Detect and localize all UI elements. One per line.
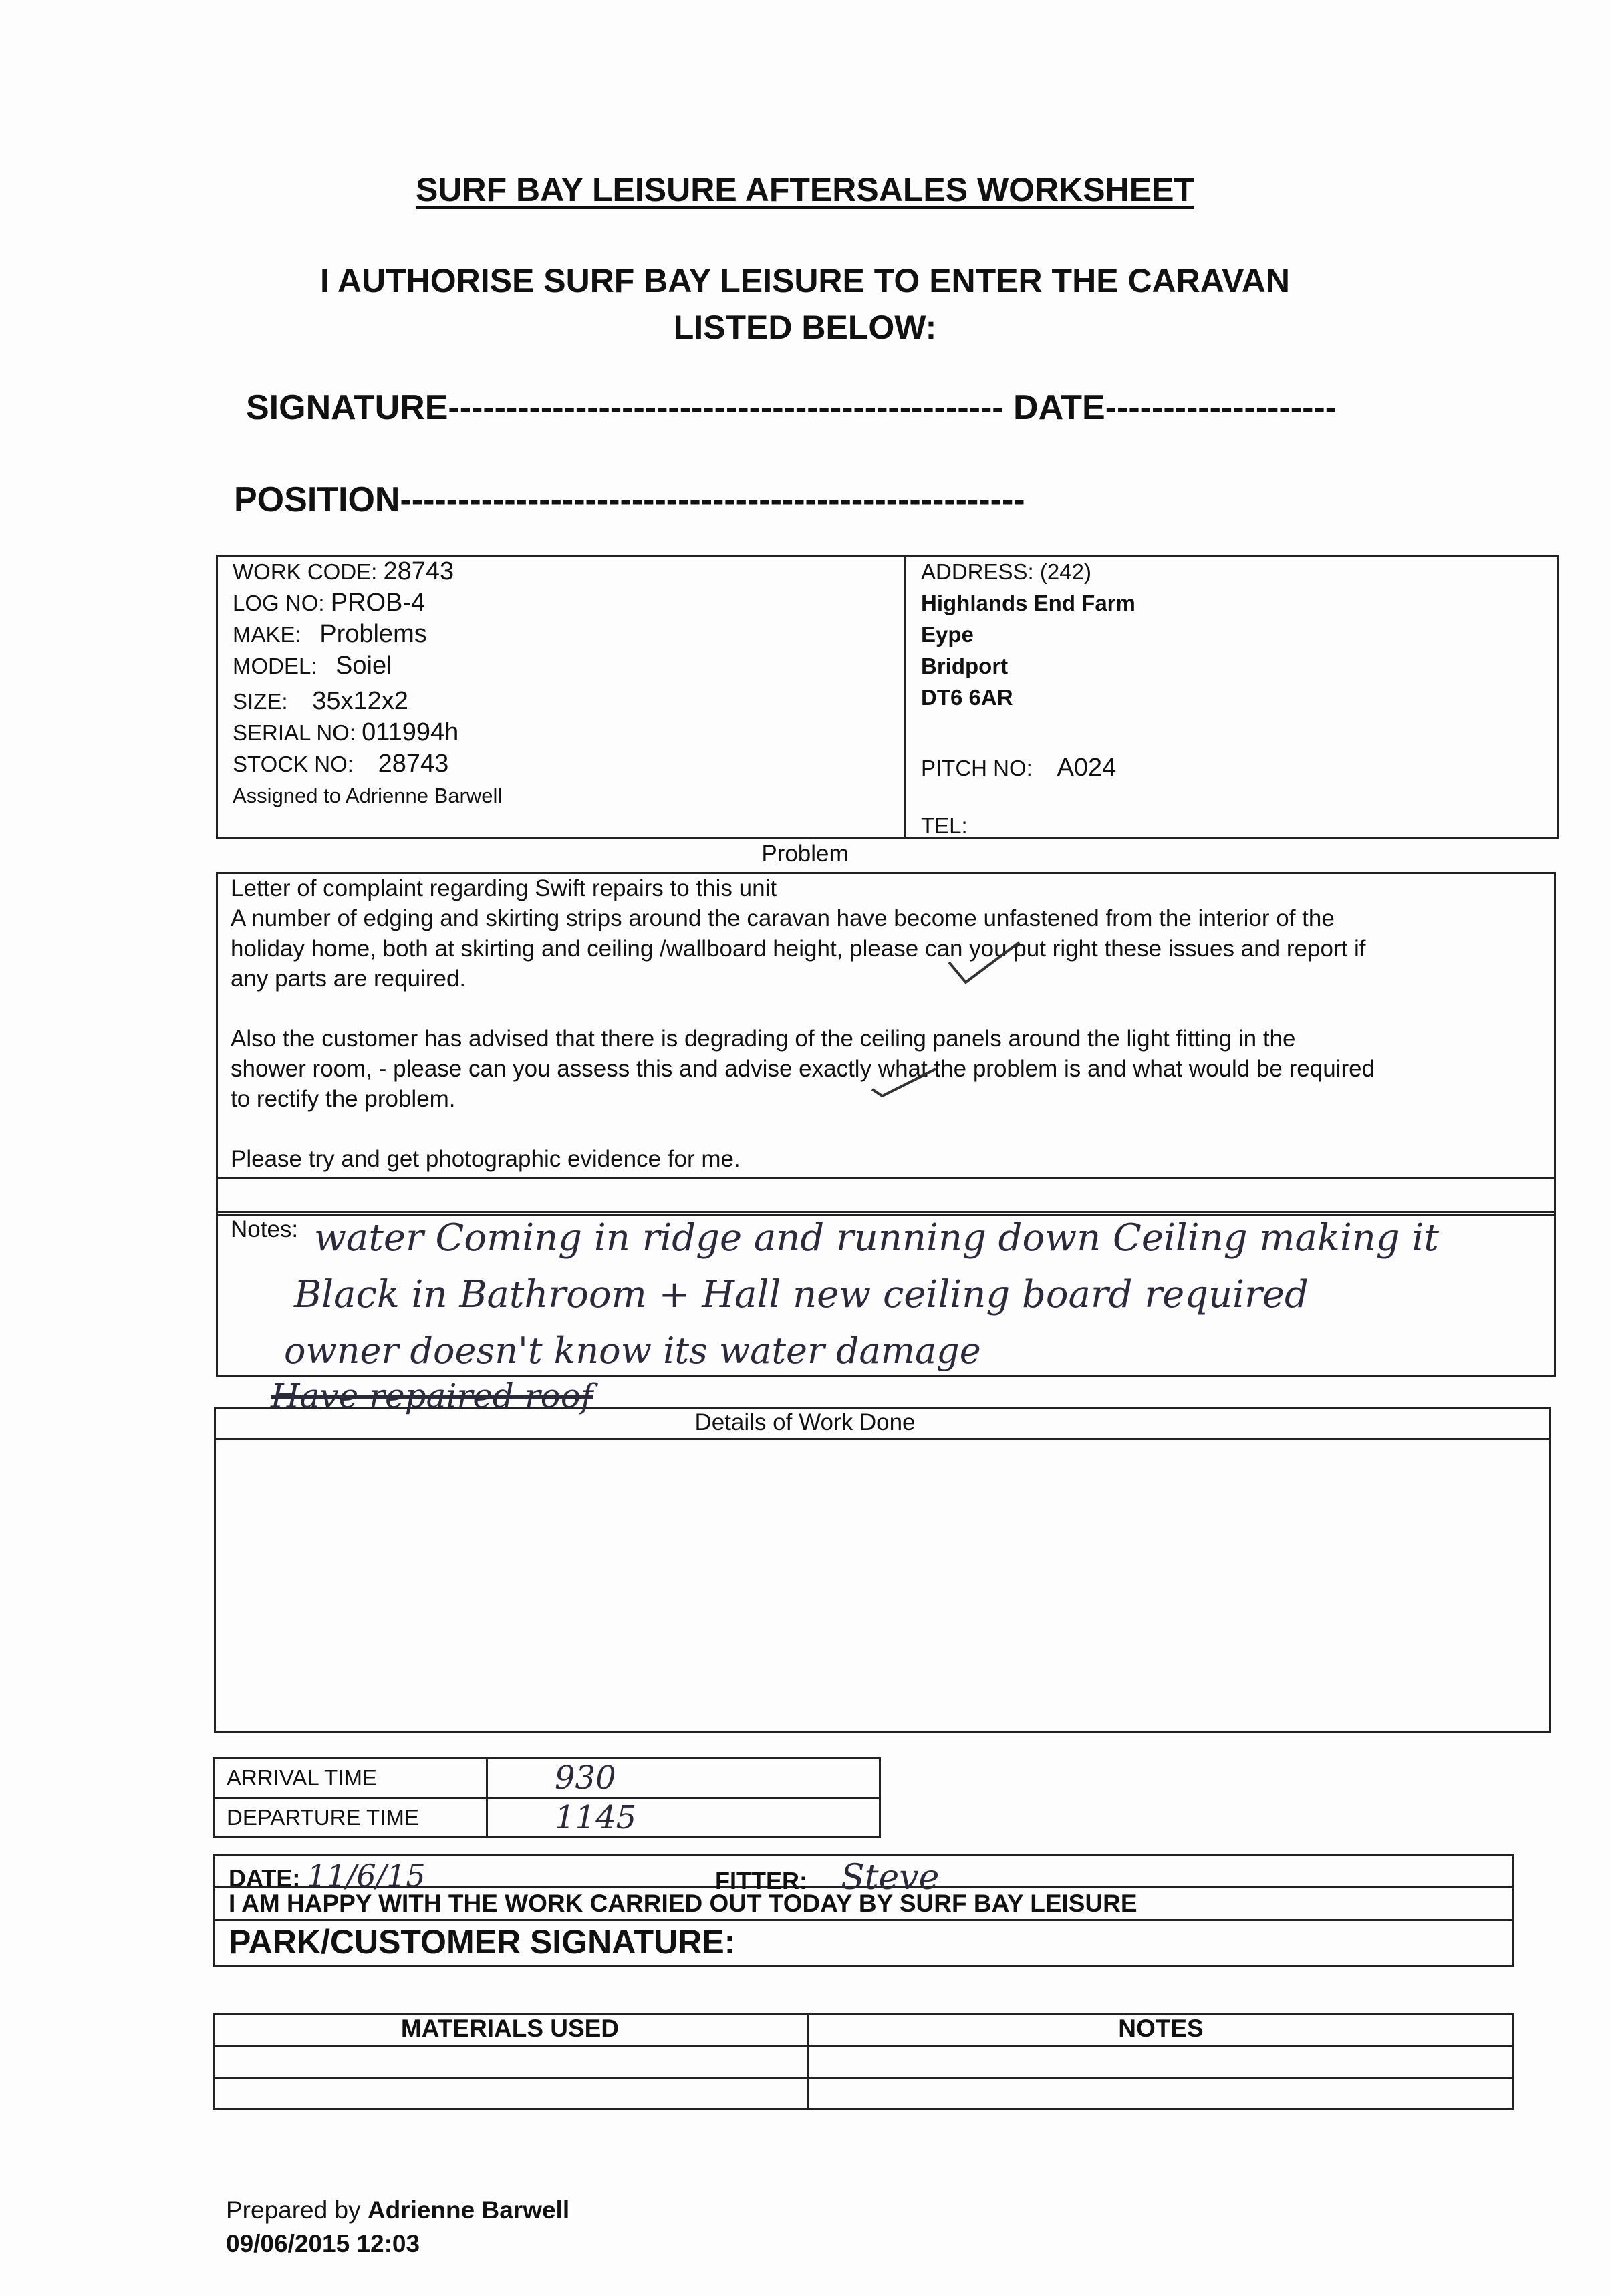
work-code-value: 28743 [383,557,454,585]
address-label: ADDRESS: [921,559,1034,584]
problem-text [231,873,1551,1174]
log-no-label: LOG NO: [233,591,325,615]
model-value: Soiel [336,652,392,680]
log-no-value: PROB-4 [330,589,426,617]
departure-time-label: DEPARTURE TIME [214,1798,487,1838]
materials-row-divider-1 [213,2045,1514,2047]
materials-notes-header: NOTES [1118,2015,1204,2042]
work-code-label: WORK CODE: [233,559,378,584]
signoff-divider-2 [213,1919,1514,1921]
address-line-1: Highlands End Farm [921,591,1135,615]
address-line-2: Eype [921,622,974,647]
prepared-by-name: Adrienne Barwell [367,2196,570,2224]
prepared-timestamp: 09/06/2015 12:03 [226,2230,420,2257]
customer-signature-label: PARK/CUSTOMER SIGNATURE: [229,1923,736,1961]
problem-paragraph-1-line-3: any parts are required. [231,966,466,992]
materials-row-divider-2 [213,2077,1514,2079]
tel-label: TEL: [921,813,968,838]
address-number: (242) [1039,559,1091,584]
notes-handwriting-line-2: Black in Bathroom + Hall new ceiling board required [294,1273,1309,1316]
problem-box-divider [216,1177,1556,1179]
make-label: MAKE: [233,622,301,647]
problem-paragraph-3: Please try and get photographic evidence for me. [231,1146,741,1172]
departure-time-value: 1145 [487,1798,880,1838]
tick-mark-icon [946,936,1026,989]
address-line-3: Bridport [921,654,1009,678]
problem-paragraph-1-line-1: A number of edging and skirting strips around the caravan have become unfastened from the interior of the [231,905,1335,931]
tick-mark-icon [869,1059,942,1106]
notes-label: Notes: [231,1216,299,1242]
pitch-no-label: PITCH NO: [921,756,1033,780]
size-row [233,686,894,717]
authorisation-statement [0,257,1610,351]
serial-no-label: SERIAL NO: [233,720,356,745]
signoff-date-value: 11/6/15 [307,1858,426,1894]
authorisation-signature-line [246,388,1337,428]
signature-dashes: ------------------------------------------------ [448,388,1004,427]
unit-address-divider [904,555,906,839]
problem-heading: Problem [761,841,849,867]
departure-row [214,1798,880,1838]
arrival-row [214,1759,880,1798]
log-no-row [233,587,894,619]
size-label: SIZE: [233,689,288,714]
model-label: MODEL: [233,654,317,678]
make-row [233,619,894,650]
notes-handwriting-line-1: water Coming in ridge and running down Ceiling making it [314,1216,1439,1260]
make-value: Problems [319,620,427,648]
signature-label: SIGNATURE [246,388,448,427]
problem-paragraph-1-line-2: holiday home, both at skirting and ceiling /wallboard height, please can you put right these issues and report if [231,936,1366,962]
authorisation-line-1: I AUTHORISE SURF BAY LEISURE TO ENTER THE CARAVAN [319,262,1291,299]
prepared-by-footer [226,2194,569,2261]
pitch-no-value: A024 [1057,754,1117,782]
stock-no-label: STOCK NO: [233,752,354,776]
signoff-date-label: DATE: [229,1864,301,1892]
arrival-time-label: ARRIVAL TIME [214,1759,487,1798]
address-header-row [921,556,1549,587]
work-done-heading: Details of Work Done [694,1409,916,1435]
position-line [234,480,1025,520]
position-label: POSITION [234,480,400,519]
address-line-4: DT6 6AR [921,685,1013,710]
stock-no-value: 28743 [378,750,449,778]
notes-handwriting-line-4: Have repaired roof [271,1377,593,1415]
authorisation-line-2: LISTED BELOW: [673,309,937,346]
serial-no-row [233,717,894,748]
work-done-box [214,1407,1551,1733]
materials-used-header: MATERIALS USED [400,2015,620,2042]
position-dashes: ------------------------------------------------------ [400,480,1025,519]
document-title: SURF BAY LEISURE AFTERSALES WORKSHEET [416,171,1194,208]
problem-spacer-2 [231,1114,1551,1144]
date-dashes: -------------------- [1105,388,1337,427]
serial-no-value: 011994h [362,718,459,746]
address-details [921,556,1549,713]
stock-no-row [233,748,894,780]
arrival-time-value: 930 [487,1759,880,1798]
customer-satisfaction-statement: I AM HAPPY WITH THE WORK CARRIED OUT TODAY BY SURF BAY LEISURE [229,1890,1137,1917]
signoff-fitter-label: FITTER: [715,1867,807,1894]
problem-paragraph-2-line-3: to rectify the problem. [231,1086,456,1112]
model-row [233,650,894,682]
work-code-row [233,556,894,587]
problem-paragraph-2-line-2: shower room, - please can you assess this and advise exactly what the problem is and what would be required [231,1056,1375,1082]
notes-handwriting-line-3: owner doesn't know its water damage [284,1330,981,1372]
size-value: 35x12x2 [312,687,408,715]
prepared-by-row [226,2194,569,2227]
pitch-no-row [921,752,1116,784]
date-label: DATE [1013,388,1105,427]
assigned-to: Assigned to Adrienne Barwell [233,784,503,807]
signoff-fitter-value: Steve [841,1858,940,1898]
times-table [213,1757,881,1838]
problem-paragraph-2-line-1: Also the customer has advised that there is degrading of the ceiling panels around the light fitting in the [231,1026,1296,1052]
signoff-date-row [229,1858,426,1894]
problem-line-1: Letter of complaint regarding Swift repairs to this unit [231,875,777,901]
prepared-by-label: Prepared by [226,2196,361,2224]
unit-details [233,556,894,811]
problem-spacer-1 [231,994,1551,1024]
